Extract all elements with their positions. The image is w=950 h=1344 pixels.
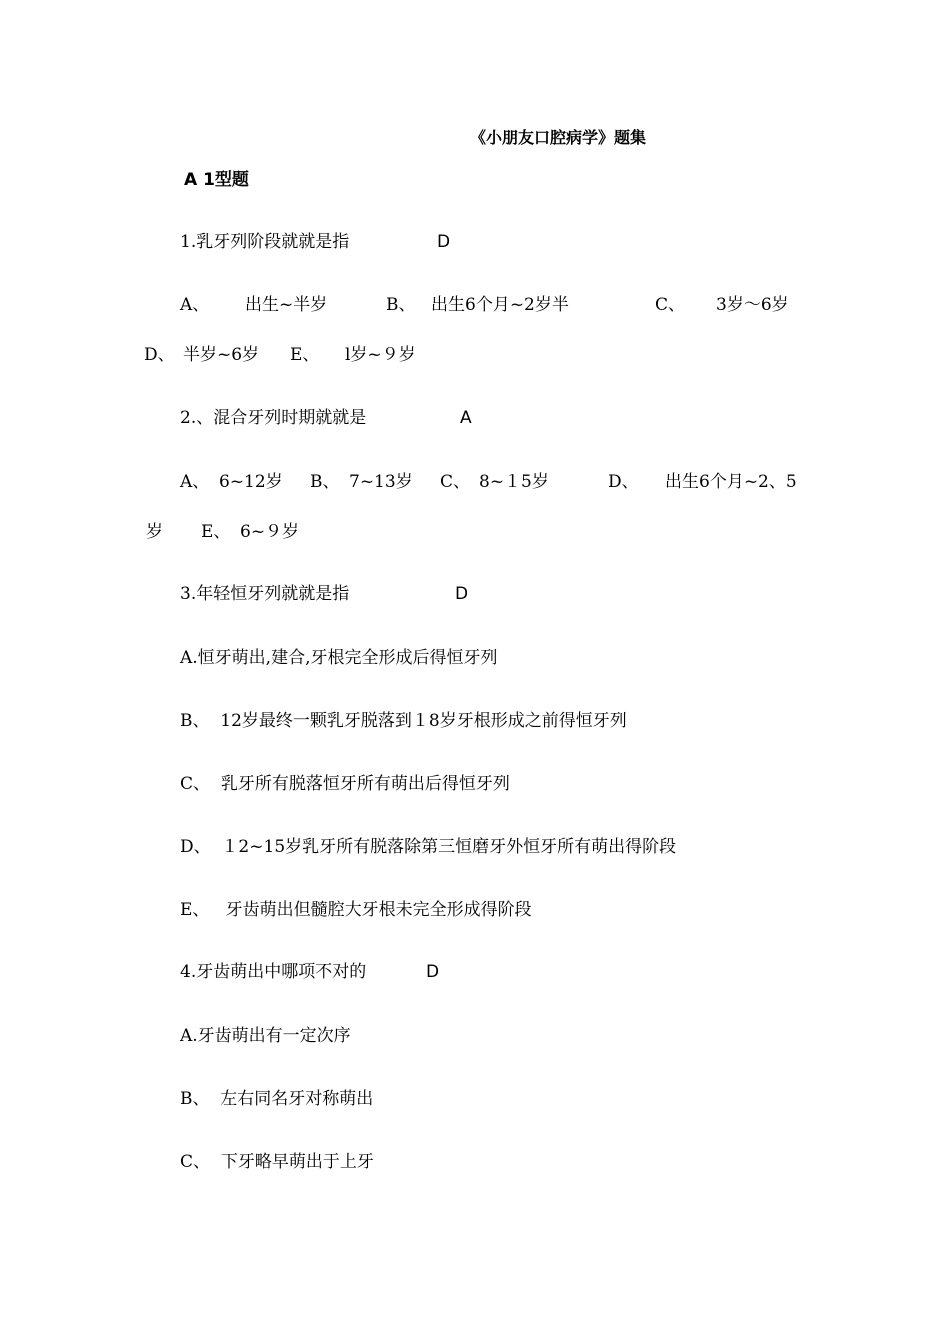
- q2-option-b-label: B、: [310, 472, 340, 492]
- q2-option-d-text: 出生6个月~2、5: [665, 472, 797, 492]
- question-3-answer: D: [455, 584, 469, 604]
- q1-option-e-label: E、: [290, 345, 320, 365]
- q3-option-e: E、 牙齿萌出但髓腔大牙根未完全形成得阶段: [180, 900, 532, 920]
- q1-option-c-text: 3岁～6岁: [716, 295, 789, 315]
- question-2-stem: 2.、混合牙列时期就就是: [180, 408, 367, 428]
- q1-option-b-text: 出生6个月~2岁半: [431, 295, 569, 315]
- q1-option-d-text: 半岁~6岁: [183, 345, 260, 365]
- q2-option-c-label: C、: [440, 472, 471, 492]
- q1-option-e-text: l岁~９岁: [345, 345, 416, 365]
- q1-option-c-label: C、: [655, 295, 686, 315]
- question-1-stem: 1.乳牙列阶段就就是指: [180, 232, 350, 252]
- q3-option-a: A.恒牙萌出,建合,牙根完全形成后得恒牙列: [180, 648, 498, 668]
- q2-option-e-text: 6~９岁: [240, 522, 300, 542]
- q2-option-e-label: E、: [201, 522, 231, 542]
- q4-option-a: A.牙齿萌出有一定次序: [180, 1026, 351, 1046]
- question-3-stem: 3.年轻恒牙列就就是指: [180, 584, 350, 604]
- q2-option-c-text: 8~１5岁: [479, 472, 549, 492]
- q4-option-b: B、 左右同名牙对称萌出: [180, 1089, 374, 1109]
- q3-option-c: C、 乳牙所有脱落恒牙所有萌出后得恒牙列: [180, 774, 510, 794]
- q1-option-b-label: B、: [386, 295, 416, 315]
- question-4-answer: D: [426, 962, 440, 982]
- q1-option-a-label: A、: [180, 295, 210, 315]
- q4-option-c: C、 下牙略早萌出于上牙: [180, 1152, 374, 1172]
- q2-option-a-label: A、: [180, 472, 210, 492]
- q1-option-d-label: D、: [144, 345, 175, 365]
- q2-option-a-text: 6~12岁: [219, 472, 283, 492]
- q1-option-a-text: 出生~半岁: [245, 295, 328, 315]
- document-title: 《小朋友口腔病学》题集: [470, 128, 647, 147]
- q3-option-b: B、 12岁最终一颗乳牙脱落到１8岁牙根形成之前得恒牙列: [180, 711, 627, 731]
- q2-option-b-text: 7~13岁: [349, 472, 413, 492]
- question-2-answer: A: [460, 408, 472, 428]
- q2-option-d-continued: 岁: [146, 522, 163, 542]
- q2-option-d-label: D、: [608, 472, 639, 492]
- section-heading: A 1型题: [184, 170, 249, 190]
- question-1-answer: D: [437, 232, 451, 252]
- q3-option-d: D、 １2~15岁乳牙所有脱落除第三恒磨牙外恒牙所有萌出得阶段: [180, 837, 677, 857]
- question-4-stem: 4.牙齿萌出中哪项不对的: [180, 962, 367, 982]
